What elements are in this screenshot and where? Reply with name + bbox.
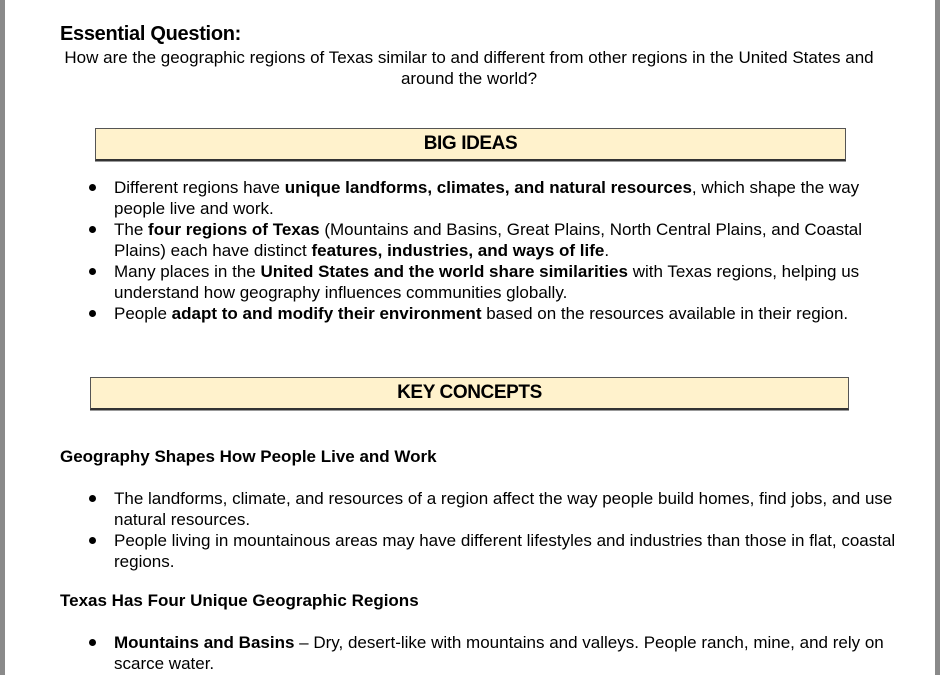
bullet-item (114, 177, 914, 219)
text: , which shape the way people live and work. (114, 178, 860, 218)
bold-text: features, industries, and ways of life (311, 241, 605, 260)
text: People living in mountainous areas may have different lifestyles and industries than those in flat, coastal regions. (114, 531, 896, 571)
big-ideas-list (84, 177, 914, 324)
text: – Dry, desert-like with mountains and valleys. People ranch, mine, and rely on scarce water. (114, 633, 884, 673)
window-edge-right (935, 0, 940, 675)
window-edge-left (0, 0, 5, 675)
text: based on the resources available in their region. (481, 304, 849, 323)
key-concepts-banner: KEY CONCEPTS (90, 377, 849, 410)
bullet-item (114, 303, 914, 324)
essential-question-heading: Essential Question: (60, 23, 242, 45)
essential-question-text: How are the geographic regions of Texas similar to and different from other regions in the United States and around the world? (64, 48, 874, 88)
bold-text: four regions of Texas (148, 220, 320, 239)
bullet-item (114, 488, 914, 530)
bullet-item (114, 530, 914, 572)
bullet-item (114, 261, 914, 303)
bold-text: unique landforms, climates, and natural resources (284, 178, 692, 197)
geography-list (84, 488, 914, 572)
text: . (604, 241, 610, 260)
bullet-item (114, 632, 914, 674)
big-ideas-banner: BIG IDEAS (95, 128, 846, 161)
bold-text: United States and the world share similarities (260, 262, 628, 281)
bold-text: adapt to and modify their environment (171, 304, 482, 323)
text: People (114, 304, 172, 323)
text: (Mountains and Basins, Great Plains, North Central Plains, and Coastal Plains) each have distinct (114, 220, 863, 260)
bullet-item (114, 219, 914, 261)
text: Many places in the (114, 262, 261, 281)
section-heading-regions: Texas Has Four Unique Geographic Regions (60, 591, 419, 610)
text: Different regions have (114, 178, 285, 197)
section-heading-geography: Geography Shapes How People Live and Work (60, 447, 437, 466)
text: with Texas regions, helping us understand how geography influences communities globally. (114, 262, 860, 302)
bold-text: Mountains and Basins (114, 633, 295, 652)
regions-list (84, 632, 914, 674)
text: The landforms, climate, and resources of a region affect the way people build homes, find jobs, and use natural resources. (114, 489, 893, 529)
text: The (114, 220, 149, 239)
